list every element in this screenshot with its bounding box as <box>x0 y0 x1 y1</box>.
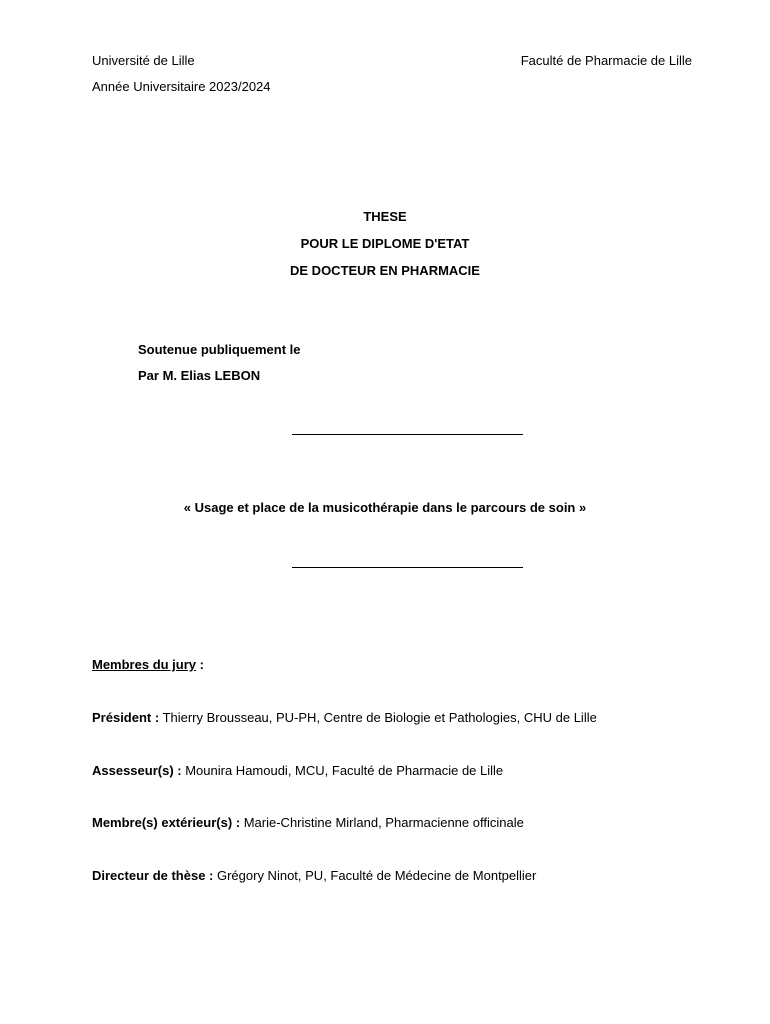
president-value: Thierry Brousseau, PU-PH, Centre de Biologie et Pathologies, CHU de Lille <box>159 710 597 725</box>
jury-external-member <box>92 815 524 830</box>
jury-president <box>92 710 597 725</box>
thesis-label: THESE <box>363 209 407 224</box>
academic-year: Année Universitaire 2023/2024 <box>92 79 271 94</box>
assessor-value: Mounira Hamoudi, MCU, Faculté de Pharmacie de Lille <box>181 763 504 778</box>
thesis-title: « Usage et place de la musicothérapie dans le parcours de soin » <box>183 500 587 515</box>
separator-top <box>292 434 523 435</box>
jury-director <box>92 868 536 883</box>
director-value: Grégory Ninot, PU, Faculté de Médecine de Montpellier <box>213 868 537 883</box>
faculty-name: Faculté de Pharmacie de Lille <box>520 53 692 68</box>
separator-bottom <box>292 567 523 568</box>
director-label: Directeur de thèse : <box>92 868 214 883</box>
jury-heading-text: Membres du jury <box>92 657 197 672</box>
defense-date-label: Soutenue publiquement le <box>138 342 301 357</box>
external-value: Marie-Christine Mirland, Pharmacienne officinale <box>240 815 524 830</box>
jury-heading <box>92 657 204 672</box>
jury-heading-colon: : <box>196 657 204 672</box>
president-label: Président : <box>92 710 160 725</box>
doctor-line: DE DOCTEUR EN PHARMACIE <box>290 263 480 278</box>
assessor-label: Assesseur(s) : <box>92 763 182 778</box>
diploma-line: POUR LE DIPLOME D'ETAT <box>300 236 470 251</box>
external-label: Membre(s) extérieur(s) : <box>92 815 241 830</box>
university-name: Université de Lille <box>92 53 195 68</box>
jury-assessor <box>92 763 503 778</box>
author-line: Par M. Elias LEBON <box>138 368 261 383</box>
